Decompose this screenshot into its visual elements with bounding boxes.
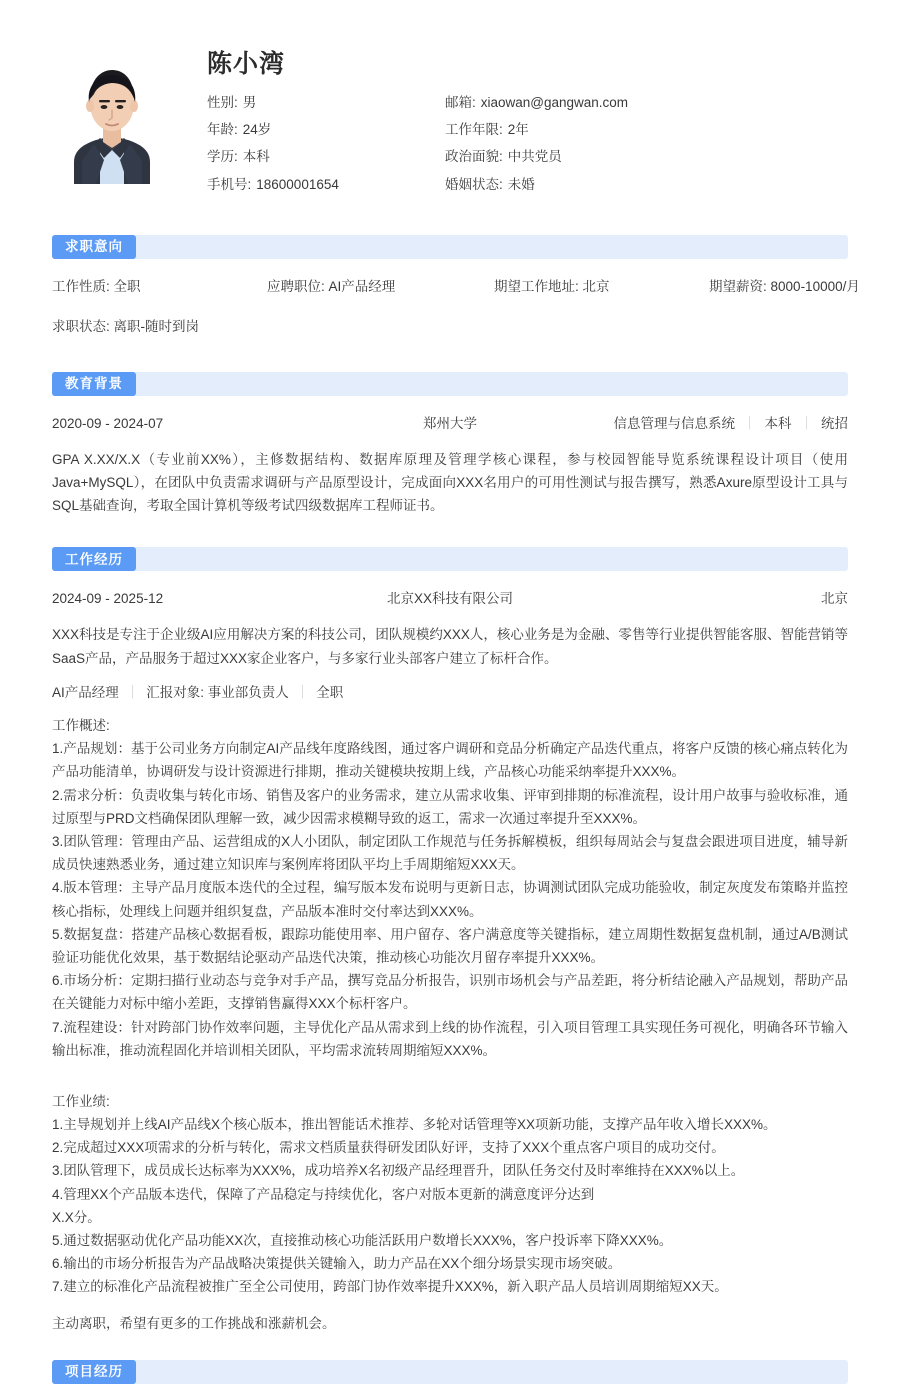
profile-field-phone bbox=[207, 177, 445, 193]
profile-field-age-label: 年龄: bbox=[207, 122, 238, 138]
section-title-education: 教育背景 bbox=[52, 372, 136, 396]
work-achievement-item-5: 5.通过数据驱动优化产品功能XX次，直接推动核心功能活跃用户数增长XXX%，客户投诉率下降XXX%。 bbox=[52, 1232, 673, 1248]
profile-field-gender-value: 男 bbox=[242, 95, 257, 110]
education-description: GPA X.XX/X.X（专业前XX%），主修数据结构、数据库原理及管理学核心课程，参与校园智能导览系统课程设计项目（使用Java+MySQL），在团队中负责需求调研与产品原型设计，完成面向XXX名用户的可用性测试与报告撰写，熟悉Axure原型设计工具与SQL基础查询，考取全国计算机等级考试四级数据库工程师证书。 bbox=[52, 451, 848, 514]
profile-header bbox=[0, 0, 900, 193]
profile-field-gender bbox=[207, 95, 445, 111]
work-achievement-item-4: 4.管理XX个产品版本迭代，保障了产品稳定与持续优化，客户对版本更新的满意度评分达到 bbox=[52, 1186, 595, 1202]
job-intent-nature-label: 工作性质: bbox=[52, 278, 110, 294]
section-header-education bbox=[52, 372, 848, 396]
work-overview-item-1: 1.产品规划：基于公司业务方向制定AI产品线年度路线图，通过客户调研和竞品分析确定产品迭代重点，将客户反馈的核心痛点转化为产品功能清单，协调研发与设计资源进行排期，推动关键模块按期上线，产品核心功能采纳率提升XXX%。 bbox=[52, 741, 848, 780]
profile-details bbox=[172, 50, 848, 193]
job-intent-status-value: 离职-随时到岗 bbox=[113, 318, 200, 334]
work-separator-2: ｜ bbox=[295, 684, 310, 700]
job-intent-position bbox=[267, 275, 494, 295]
work-achievement-item-4-cont: X.X分。 bbox=[52, 1209, 101, 1225]
work-overview-item-6: 6.市场分析：定期扫描行业动态与竞争对手产品，撰写竞品分析报告，识别市场机会与产品差距，将分析结论融入产品规划，帮助产品在关键能力对标中缩小差距，支撑销售赢得XXX个标杆客户。 bbox=[52, 973, 848, 1012]
profile-field-email bbox=[445, 95, 848, 111]
work-achievement-item-1: 1.主导规划并上线AI产品线X个核心版本，推出智能话术推荐、多轮对话管理等XX项新功能，支撑产品年收入增长XXX%。 bbox=[52, 1116, 777, 1132]
work-separator-1: ｜ bbox=[125, 684, 140, 700]
job-intent-location bbox=[494, 275, 709, 295]
work-position-line bbox=[52, 681, 848, 701]
work-position: AI产品经理 bbox=[52, 684, 119, 700]
profile-field-experience bbox=[445, 122, 848, 138]
education-school: 郑州大学 bbox=[423, 415, 477, 431]
job-intent-nature-value: 全职 bbox=[113, 278, 141, 294]
profile-field-education-value: 本科 bbox=[242, 149, 270, 165]
work-overview-item-5: 5.数据复盘：搭建产品核心数据看板，跟踪功能使用率、用户留存、客户满意度等关键指标，建立周期性数据复盘机制，通过A/B测试验证功能优化效果，基于数据结论驱动产品迭代决策，推动核心功能次月留存率提升XXX%。 bbox=[52, 926, 848, 966]
work-date: 2024-09 - 2025-12 bbox=[52, 591, 164, 607]
profile-field-age bbox=[207, 122, 445, 138]
job-intent-nature bbox=[52, 275, 267, 295]
page-title: 陈小湾 bbox=[207, 50, 286, 78]
education-degree: 本科 bbox=[764, 415, 792, 431]
job-intent-salary bbox=[709, 275, 860, 295]
education-meta bbox=[548, 412, 848, 432]
job-intent-status-label: 求职状态: bbox=[52, 318, 110, 334]
work-report-to: 汇报对象: 事业部负责人 bbox=[146, 684, 289, 700]
work-overview-item-4: 4.版本管理：主导产品月度版本迭代的全过程，编写版本发布说明与更新日志，协调测试团队完成功能验收，制定灰度发布策略并监控核心指标，处理线上问题并组织复盘，产品版本准时交付率达到XXX%。 bbox=[52, 880, 848, 919]
profile-field-age-value: 24岁 bbox=[242, 122, 272, 138]
section-header-work bbox=[52, 547, 848, 571]
education-major: 信息管理与信息系统 bbox=[613, 415, 735, 431]
profile-field-marital-label: 婚姻状态: bbox=[445, 176, 503, 192]
work-achievement-title: 工作业绩: bbox=[52, 1093, 110, 1109]
work-list-gap bbox=[52, 1062, 848, 1090]
work-overview-item-7: 7.流程建设：针对跨部门协作效率问题，主导优化产品从需求到上线的协作流程，引入项目管理工具实现任务可视化，明确各环节输入输出标准，推动流程固化并培训相关团队，平均需求流转周期缩短XXX%。 bbox=[52, 1019, 848, 1058]
work-achievement-item-3: 3.团队管理下，成员成长达标率为XXX%，成功培养X名初级产品经理晋升，团队任务交付及时率维持在XXX%以上。 bbox=[52, 1163, 745, 1179]
work-achievement-item-7: 7.建立的标准化产品流程被推广至全公司使用，跨部门协作效率提升XXX%，新入职产品人员培训周期缩短XX天。 bbox=[52, 1279, 728, 1295]
section-header-project bbox=[52, 1360, 848, 1384]
job-intent-salary-label: 期望薪资: bbox=[709, 278, 767, 294]
work-nature: 全职 bbox=[316, 684, 344, 700]
section-title-project: 项目经历 bbox=[52, 1360, 136, 1384]
job-intent-position-value: AI产品经理 bbox=[328, 278, 396, 294]
education-admission: 统招 bbox=[821, 415, 848, 431]
profile-field-experience-label: 工作年限: bbox=[445, 122, 503, 138]
job-intent-salary-value: 8000-10000/月 bbox=[770, 278, 860, 294]
profile-field-political bbox=[445, 149, 848, 165]
work-location: 北京 bbox=[821, 591, 848, 607]
education-separator-1: ｜ bbox=[743, 415, 757, 431]
job-intent-block bbox=[52, 259, 860, 335]
profile-field-experience-value: 2年 bbox=[507, 122, 529, 138]
work-overview-title: 工作概述: bbox=[52, 717, 110, 733]
profile-field-phone-label: 手机号: bbox=[207, 176, 252, 192]
profile-field-education-label: 学历: bbox=[207, 149, 238, 165]
work-overview-item-2: 2.需求分析：负责收集与转化市场、销售及客户的业务需求，建立从需求收集、评审到排期的标准流程，设计用户故事与验收标准，通过原型与PRD文档确保团队理解一致，减少因需求模糊导致的返工，需求一次通过率提升至XXX%。 bbox=[52, 787, 848, 826]
profile-field-marital bbox=[445, 177, 848, 193]
education-block bbox=[52, 396, 848, 518]
job-intent-location-value: 北京 bbox=[582, 278, 610, 294]
education-date: 2020-09 - 2024-07 bbox=[52, 415, 164, 431]
work-entry-header bbox=[52, 587, 848, 607]
profile-field-email-value: xiaowan@gangwan.com bbox=[480, 95, 629, 110]
job-intent-status bbox=[52, 315, 267, 335]
job-intent-position-label: 应聘职位: bbox=[267, 278, 325, 294]
profile-field-political-label: 政治面貌: bbox=[445, 149, 503, 165]
avatar bbox=[52, 50, 172, 184]
work-achievement-item-6: 6.输出的市场分析报告为产品战略决策提供关键输入，助力产品在XX个细分场景实现市场突破。 bbox=[52, 1256, 622, 1272]
work-leave-reason: 主动离职，希望有更多的工作挑战和涨薪机会。 bbox=[52, 1315, 336, 1331]
education-separator-2: ｜ bbox=[799, 415, 813, 431]
profile-info-grid bbox=[207, 95, 848, 193]
profile-field-political-value: 中共党员 bbox=[507, 149, 562, 165]
work-company-intro: XXX科技是专注于企业级AI应用解决方案的科技公司，团队规模约XXX人，核心业务是为金融、零售等行业提供智能客服、智能营销等SaaS产品，产品服务于超过XXX家企业客户，与多家行业头部客户建立了标杆合作。 bbox=[52, 627, 848, 666]
profile-field-phone-value: 18600001654 bbox=[256, 176, 339, 192]
section-title-work: 工作经历 bbox=[52, 547, 136, 571]
profile-field-marital-value: 未婚 bbox=[507, 176, 535, 192]
job-intent-row-1 bbox=[52, 275, 860, 295]
profile-field-gender-label: 性别: bbox=[207, 95, 238, 110]
job-intent-row-2 bbox=[52, 315, 848, 335]
job-intent-location-label: 期望工作地址: bbox=[494, 278, 579, 294]
profile-field-education bbox=[207, 149, 445, 165]
work-block bbox=[52, 571, 848, 1334]
section-header-job-intent bbox=[52, 235, 848, 259]
profile-field-email-label: 邮箱: bbox=[445, 95, 476, 110]
work-overview-item-3: 3.团队管理：管理由产品、运营组成的X人小团队，制定团队工作规范与任务拆解模板，组织每周站会与复盘会跟进项目进度，辅导新成员快速熟悉业务，通过建立知识库与案例库将团队平均上手周期缩短XXX天。 bbox=[52, 833, 848, 873]
work-achievement-item-2: 2.完成超过XXX项需求的分析与转化，需求文档质量获得研发团队好评，支持了XXX个重点客户项目的成功交付。 bbox=[52, 1140, 725, 1156]
education-entry-header bbox=[52, 412, 848, 432]
work-company: 北京XX科技有限公司 bbox=[386, 591, 513, 607]
section-title-job-intent: 求职意向 bbox=[52, 235, 136, 259]
